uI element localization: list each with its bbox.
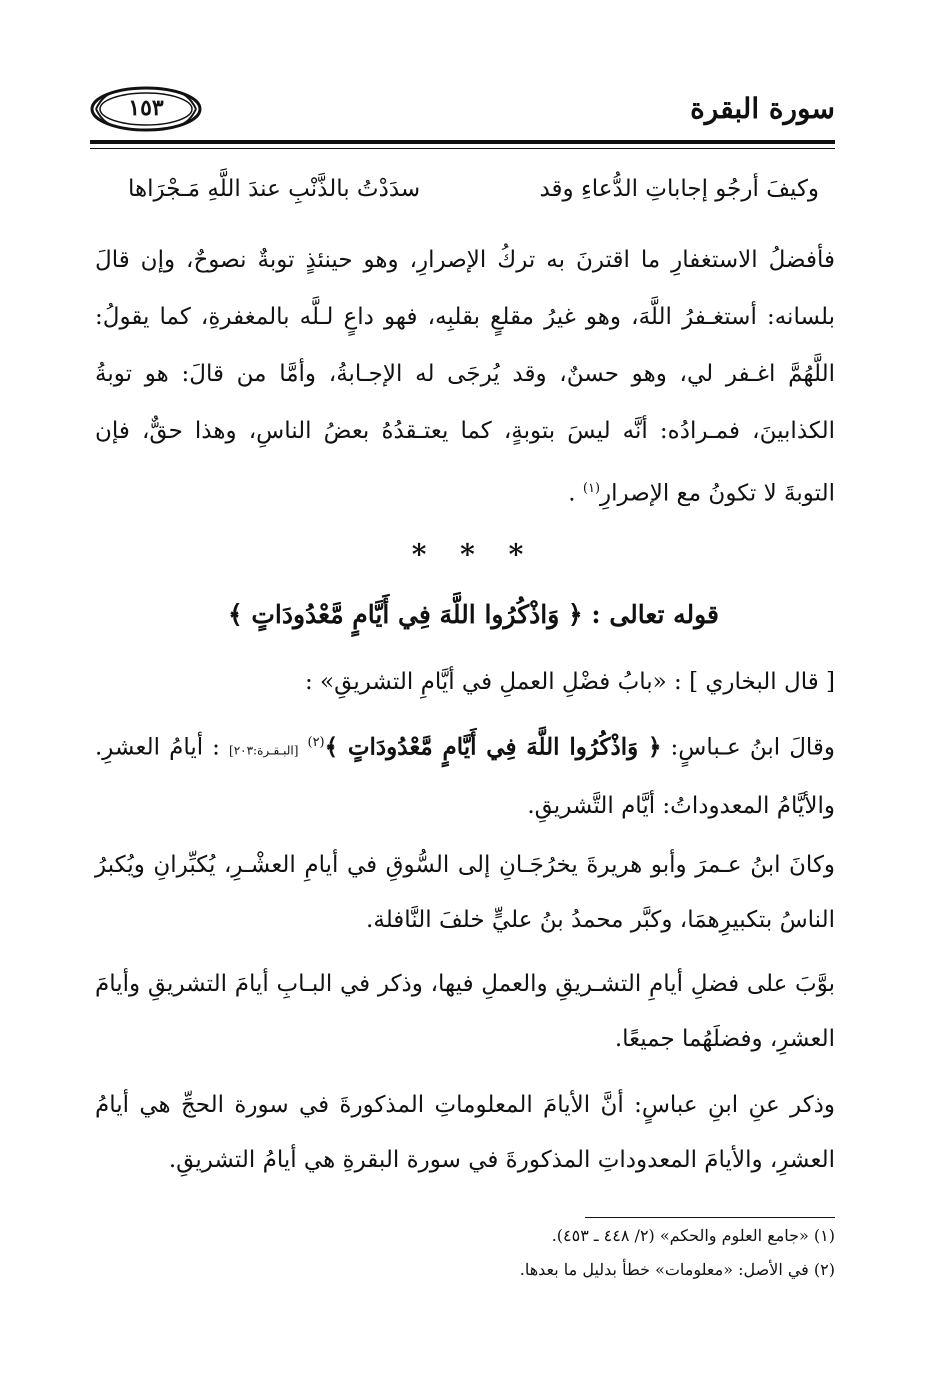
- paragraph-ayyam: وذكر عنِ ابنِ عباسٍ: أنَّ الأيامَ المعلوماتِ المذكورةَ في سورة الحجِّ هي أيامُ العشرِ، والأيامَ المعدوداتِ المذكورةَ في سورة البقرةِ هي أيامُ التشريقِ.: [95, 1092, 835, 1173]
- heading-verse: ﴿ وَاذْكُرُوا اللَّهَ فِي أَيَّامٍ مَّعْدُودَاتٍ ﴾: [227, 600, 583, 629]
- paragraph-istighfar-text: فأفضلُ الاستغفارِ ما اقترنَ به تركُ الإصرارِ، وهو حينئذٍ توبةٌ نصوحٌ، وإن قالَ بلسانه: أستغـفرُ اللَّهَ، وهو غيرُ مقلعٍ بقلبِه، فهو داعٍ لـلَّه بالمغفرةِ، كما يقولُ: اللَّهُمَّ اغـفر لي، وهو حسنٌ، وقد يُرجَى له الإجـابةُ، وأمَّا من قالَ: هو توبةُ الكذابينَ، فمـرادُه: أنَّه ليسَ بتوبةٍ، كما يعتـقدُهُ بعضُ الناسِ، وهذا حقٌّ، فإن التوبةَ لا تكونُ مع الإصرارِ: [95, 247, 835, 507]
- footnote-ref-1: (١): [582, 481, 601, 496]
- header-rule-thick: [90, 140, 835, 144]
- section-separator: * * *: [411, 538, 536, 571]
- paragraph-bawwab: بوَّبَ على فضلِ أيامِ التشـريقِ والعملِ فيها، وذكر في البـابِ أيامَ التشريقِ وأيامَ العشرِ، وفضلَهُما جميعًا.: [95, 971, 835, 1052]
- surah-title: سورة البقرة: [690, 92, 835, 125]
- header-rule-thin: [90, 148, 835, 149]
- footnote-2: (٢) في الأصل: «معلومات» خطأ بدليل ما بعدها.: [519, 1260, 835, 1279]
- page-number: ١٥٣: [128, 95, 164, 121]
- paragraph-ibn-abbas: [95, 715, 835, 834]
- bukhari-chapter-line: [ قال البخاري ] : «بابُ فضْلِ العملِ في أيَّامِ التشريقِ» :: [305, 669, 835, 695]
- page-header: [90, 82, 835, 134]
- footnote-ref-2: (٢): [307, 735, 325, 750]
- poem-left-hemistich: سدَدْتُ بالذَّنْبِ عندَ اللَّهِ مَـجْرَاها: [128, 176, 421, 202]
- ibn-abbas-verse: ﴿ وَاذْكُرُوا اللَّهَ فِي أَيَّامٍ مَّعْدُودَاتٍ ﴾: [324, 733, 662, 761]
- paragraph-ibn-umar: وكانَ ابنُ عـمرَ وأبو هريرةَ يخرُجَـانِ إلى السُّوقِ في أيامِ العشْـرِ، يُكبِّرانِ ويُكبرُ الناسُ بتكبيرِهمَا، وكبَّر محمدُ بنُ عليٍّ خلفَ النَّافلة.: [95, 852, 835, 933]
- ibn-abbas-rest: : أيامُ العشرِ. والأيَّامُ المعدوداتُ: أيَّام التَّشريقِ.: [95, 734, 835, 819]
- verse-reference: [البـقـرة:٢٠٣]: [229, 743, 299, 758]
- paragraph-istighfar: [95, 232, 835, 523]
- ibn-abbas-intro: وقالَ ابنُ عـباسٍ:: [670, 734, 836, 761]
- poem-right-hemistich: وكيفَ أرجُو إجاباتِ الدُّعاءِ وقد: [539, 176, 819, 202]
- heading-prefix: قوله تعالى :: [591, 600, 720, 629]
- paragraph-istighfar-end: .: [568, 480, 583, 507]
- section-heading: [0, 600, 947, 629]
- footnote-rule: [585, 1217, 835, 1218]
- page-number-frame: [90, 86, 202, 132]
- footnote-1: (١) «جامع العلوم والحكم» (٢/ ٤٤٨ ـ ٤٥٣).: [551, 1226, 835, 1245]
